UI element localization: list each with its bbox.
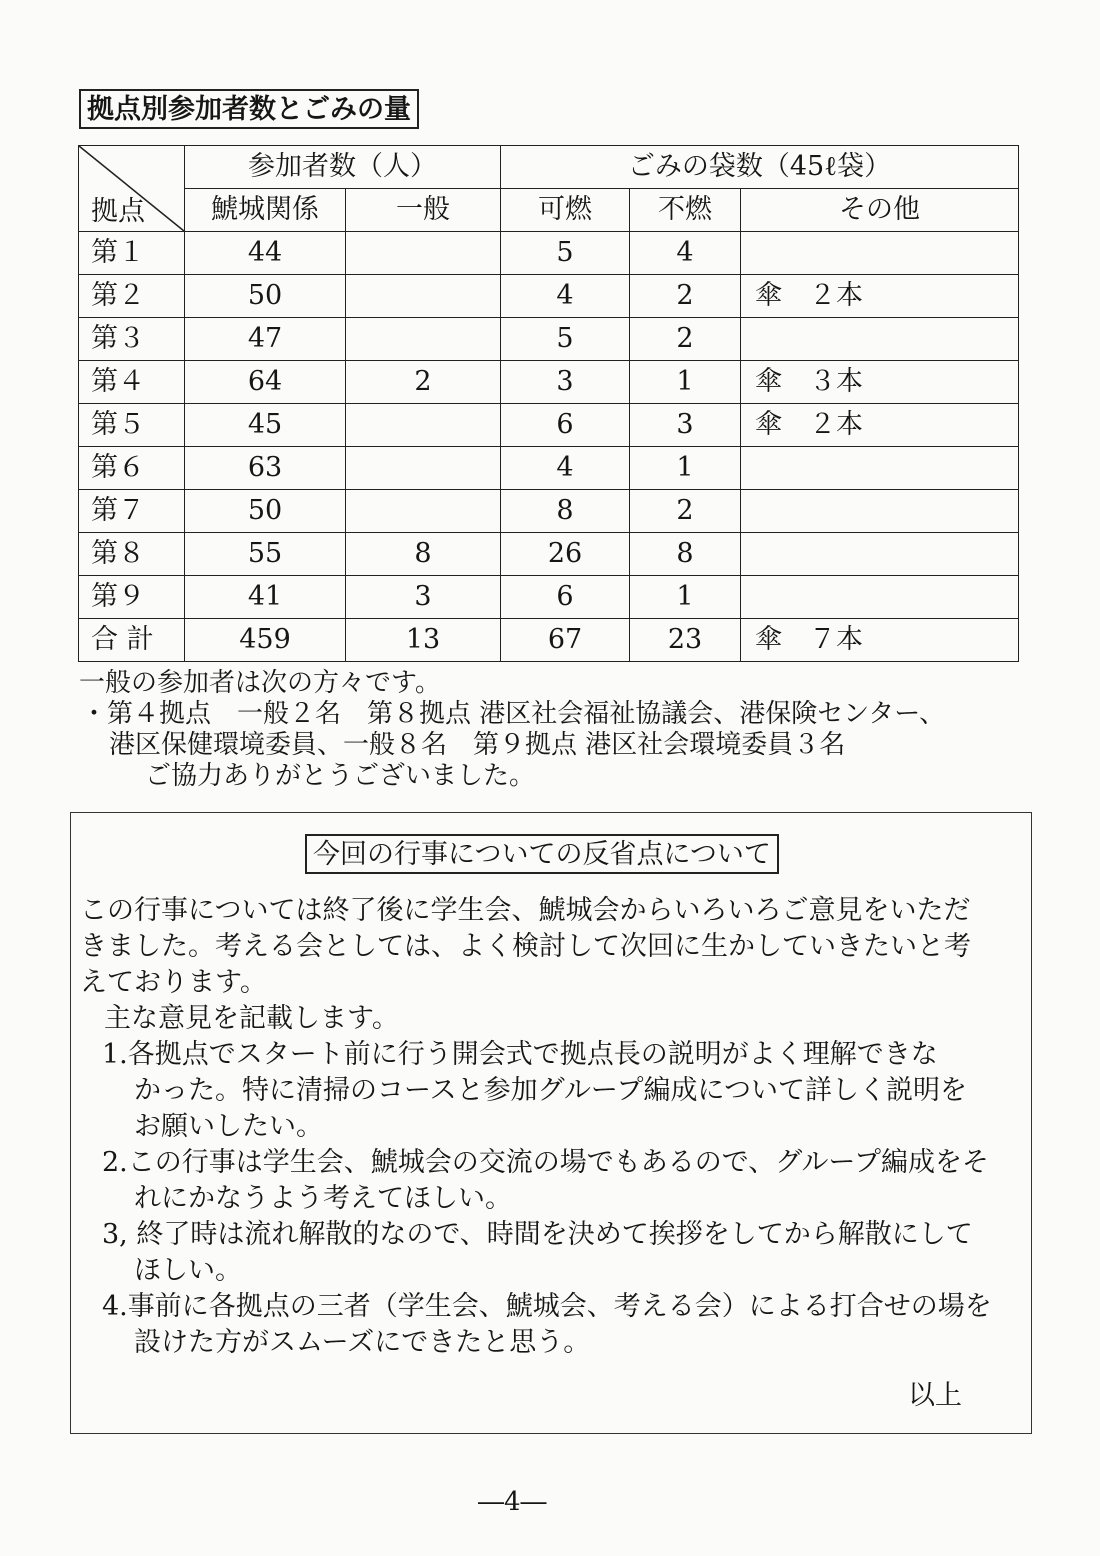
row-label: 第３ bbox=[79, 318, 185, 361]
table-body bbox=[79, 232, 1019, 662]
table-cell: 45 bbox=[185, 404, 346, 447]
table-row bbox=[79, 490, 1019, 533]
opinion-line: お願いしたい。 bbox=[134, 1111, 323, 1142]
table-cell: 8 bbox=[346, 533, 501, 576]
table-row bbox=[79, 619, 1019, 662]
table-cell: 6 bbox=[501, 576, 630, 619]
table-cell bbox=[741, 232, 1019, 275]
table-cell: 1 bbox=[630, 361, 741, 404]
opinion-line: 4.事前に各拠点の三者（学生会、鯱城会、考える会）による打合せの場を bbox=[102, 1291, 992, 1322]
table-cell: 2 bbox=[630, 490, 741, 533]
opinion-line: かった。特に清掃のコースと参加グループ編成について詳しく説明を bbox=[134, 1075, 967, 1106]
table-cell: 26 bbox=[501, 533, 630, 576]
corner-header-cell bbox=[79, 146, 185, 232]
table-row bbox=[79, 404, 1019, 447]
reflection-title: 今回の行事についての反省点について bbox=[305, 834, 779, 874]
note-line: 一般の参加者は次の方々です。 bbox=[79, 668, 441, 698]
table-cell: 55 bbox=[185, 533, 346, 576]
table-cell: 50 bbox=[185, 275, 346, 318]
table-cell bbox=[346, 275, 501, 318]
table-cell: 8 bbox=[501, 490, 630, 533]
participants-garbage-table bbox=[78, 145, 1019, 662]
section-title: 拠点別参加者数とごみの量 bbox=[79, 89, 419, 129]
page-number: ―4― bbox=[478, 1487, 547, 1517]
row-label: 第６ bbox=[79, 447, 185, 490]
table-cell: 6 bbox=[501, 404, 630, 447]
table-cell: 4 bbox=[630, 232, 741, 275]
table-cell: 3 bbox=[501, 361, 630, 404]
note-line: ・第４拠点 一般２名 第８拠点 港区社会福祉協議会、港保険センター、 bbox=[81, 699, 946, 729]
table-cell bbox=[346, 232, 501, 275]
corner-label: 拠点 bbox=[91, 196, 145, 227]
subheader-shujo: 鯱城関係 bbox=[185, 189, 346, 232]
table-row bbox=[79, 232, 1019, 275]
subheader-general: 一般 bbox=[346, 189, 501, 232]
table-cell: 2 bbox=[346, 361, 501, 404]
table-cell: 47 bbox=[185, 318, 346, 361]
table-cell bbox=[741, 576, 1019, 619]
note-line: ご協力ありがとうございました。 bbox=[145, 761, 536, 791]
row-label: 第８ bbox=[79, 533, 185, 576]
table-cell: 傘 ２本 bbox=[741, 275, 1019, 318]
table-cell: 3 bbox=[346, 576, 501, 619]
table-cell: 13 bbox=[346, 619, 501, 662]
opinion-line: 2.この行事は学生会、鯱城会の交流の場でもあるので、グループ編成をそ bbox=[102, 1147, 990, 1178]
opinion-line: 1.各拠点でスタート前に行う開会式で拠点長の説明がよく理解できな bbox=[102, 1039, 938, 1070]
table-cell: 459 bbox=[185, 619, 346, 662]
table-cell: 1 bbox=[630, 447, 741, 490]
table-cell: 5 bbox=[501, 318, 630, 361]
table-cell bbox=[741, 533, 1019, 576]
table-row bbox=[79, 533, 1019, 576]
row-label: 第２ bbox=[79, 275, 185, 318]
table-row bbox=[79, 361, 1019, 404]
table-cell: 63 bbox=[185, 447, 346, 490]
table-row bbox=[79, 275, 1019, 318]
table-cell: 41 bbox=[185, 576, 346, 619]
group-header-participants: 参加者数（人） bbox=[185, 146, 501, 189]
reflection-body bbox=[80, 893, 1030, 1361]
table-cell: 2 bbox=[630, 275, 741, 318]
row-label: 第７ bbox=[79, 490, 185, 533]
row-label: 第１ bbox=[79, 232, 185, 275]
intro-line: きました。考える会としては、よく検討して次回に生かしていきたいと考 bbox=[80, 931, 971, 962]
table-cell: 64 bbox=[185, 361, 346, 404]
table-cell bbox=[346, 490, 501, 533]
notes-block bbox=[79, 668, 1039, 792]
closing-mark: 以上 bbox=[908, 1380, 962, 1411]
table-cell: 傘 ７本 bbox=[741, 619, 1019, 662]
table-cell: 44 bbox=[185, 232, 346, 275]
table-cell bbox=[346, 447, 501, 490]
table-cell: 3 bbox=[630, 404, 741, 447]
table-cell: 67 bbox=[501, 619, 630, 662]
lead-line: 主な意見を記載します。 bbox=[104, 1003, 399, 1034]
table-cell: 4 bbox=[501, 275, 630, 318]
opinion-line: ほしい。 bbox=[134, 1255, 242, 1286]
row-label: 第５ bbox=[79, 404, 185, 447]
intro-line: えております。 bbox=[80, 967, 267, 998]
opinion-line: 設けた方がスムーズにできたと思う。 bbox=[134, 1327, 591, 1358]
subheader-nonburnable: 不燃 bbox=[630, 189, 741, 232]
intro-line: この行事については終了後に学生会、鯱城会からいろいろご意見をいただ bbox=[80, 895, 971, 926]
row-label: 第９ bbox=[79, 576, 185, 619]
table-cell bbox=[741, 490, 1019, 533]
table-cell: 50 bbox=[185, 490, 346, 533]
row-label: 合 計 bbox=[79, 619, 185, 662]
table-cell: 23 bbox=[630, 619, 741, 662]
subheader-other: その他 bbox=[741, 189, 1019, 232]
table-cell bbox=[346, 404, 501, 447]
table-row bbox=[79, 318, 1019, 361]
table-row bbox=[79, 576, 1019, 619]
table-cell: 傘 ３本 bbox=[741, 361, 1019, 404]
note-line: 港区保健環境委員、一般８名 第９拠点 港区社会環境委員３名 bbox=[109, 730, 846, 760]
opinion-line: れにかなうよう考えてほしい。 bbox=[134, 1183, 512, 1214]
table-cell bbox=[741, 447, 1019, 490]
table-cell: 1 bbox=[630, 576, 741, 619]
table-cell: 5 bbox=[501, 232, 630, 275]
table-cell bbox=[346, 318, 501, 361]
table-cell: 4 bbox=[501, 447, 630, 490]
table-cell: 2 bbox=[630, 318, 741, 361]
table-cell: 傘 ２本 bbox=[741, 404, 1019, 447]
row-label: 第４ bbox=[79, 361, 185, 404]
table-cell bbox=[741, 318, 1019, 361]
table-cell: 8 bbox=[630, 533, 741, 576]
opinion-line: 3, 終了時は流れ解散的なので、時間を決めて挨拶をしてから解散にして bbox=[102, 1219, 973, 1250]
group-header-bags: ごみの袋数（45ℓ袋） bbox=[501, 146, 1019, 189]
subheader-burnable: 可燃 bbox=[501, 189, 630, 232]
table-row bbox=[79, 447, 1019, 490]
